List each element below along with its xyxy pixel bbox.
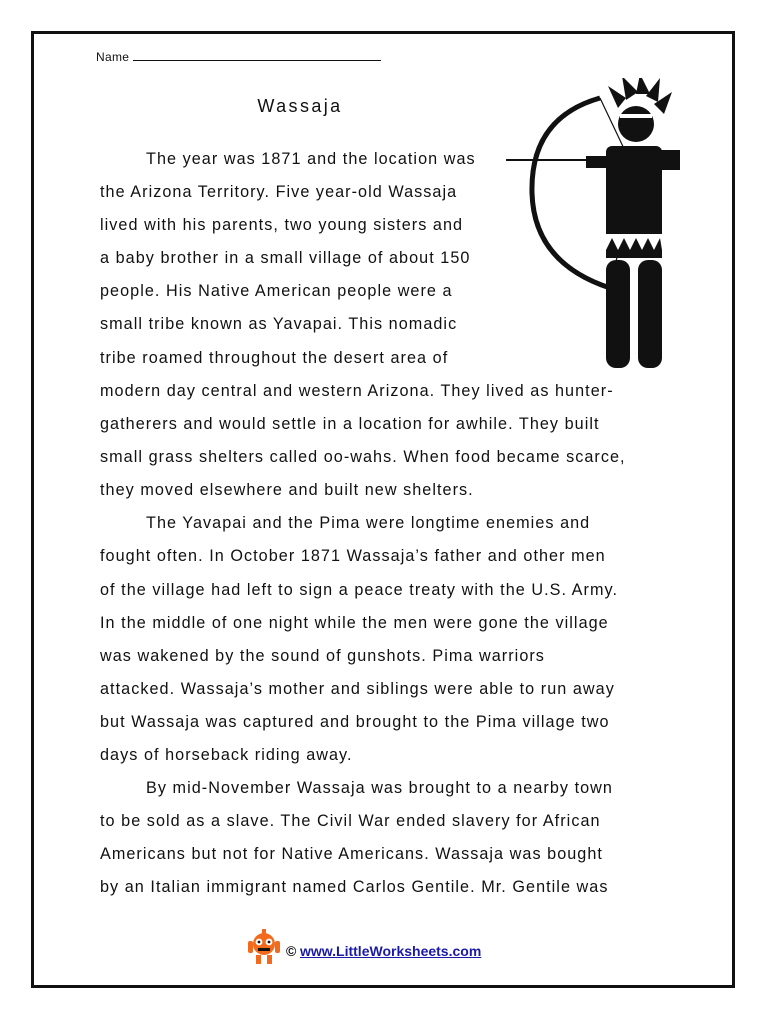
- text-line: tribe roamed throughout the desert area of: [100, 348, 449, 367]
- text-line: by an Italian immigrant named Carlos Gentile. Mr. Gentile was: [100, 878, 609, 897]
- text-line: Americans but not for Native Americans. Wassaja was bought: [100, 845, 603, 864]
- text-line: a baby brother in a small village of about 150: [100, 249, 471, 268]
- text-line: gatherers and would settle in a location for awhile. They built: [100, 415, 600, 434]
- text-line: was wakened by the sound of gunshots. Pima warriors: [100, 646, 545, 665]
- text-line: the Arizona Territory. Five year-old Wassaja: [100, 183, 458, 202]
- name-line: [133, 51, 381, 61]
- text-line: By mid-November Wassaja was brought to a nearby town: [146, 779, 613, 798]
- name-label: Name: [96, 50, 130, 64]
- text-line: to be sold as a slave. The Civil War ended slavery for African: [100, 812, 601, 831]
- native-archer-icon: [500, 78, 680, 378]
- copyright-symbol: ©: [286, 943, 297, 959]
- page-title: Wassaja: [257, 96, 343, 116]
- website-link[interactable]: www.LittleWorksheets.com: [300, 943, 482, 959]
- text-line: small grass shelters called oo-wahs. When food became scarce,: [100, 448, 626, 467]
- story-body: [100, 375, 680, 905]
- text-line: they moved elsewhere and built new shelters.: [100, 481, 474, 500]
- name-field: [96, 50, 381, 64]
- text-line: of the village had left to sign a peace treaty with the U.S. Army.: [100, 580, 618, 599]
- text-line: small tribe known as Yavapai. This nomadic: [100, 315, 458, 334]
- text-line: days of horseback riding away.: [100, 746, 353, 765]
- text-line: The year was 1871 and the location was: [146, 150, 476, 168]
- text-line: modern day central and western Arizona. They lived as hunter-: [100, 382, 614, 400]
- text-line: attacked. Wassaja’s mother and siblings were able to run away: [100, 679, 615, 698]
- text-line: In the middle of one night while the men were gone the village: [100, 613, 609, 632]
- text-line: but Wassaja was captured and brought to the Pima village two: [100, 712, 610, 731]
- text-line: fought often. In October 1871 Wassaja’s father and other men: [100, 547, 606, 566]
- footer: [240, 929, 530, 969]
- text-line: lived with his parents, two young sisters and: [100, 216, 464, 235]
- text-line: The Yavapai and the Pima were longtime enemies and: [146, 514, 591, 533]
- text-line: people. His Native American people were a: [100, 282, 453, 301]
- orange-robot-icon: [246, 929, 284, 965]
